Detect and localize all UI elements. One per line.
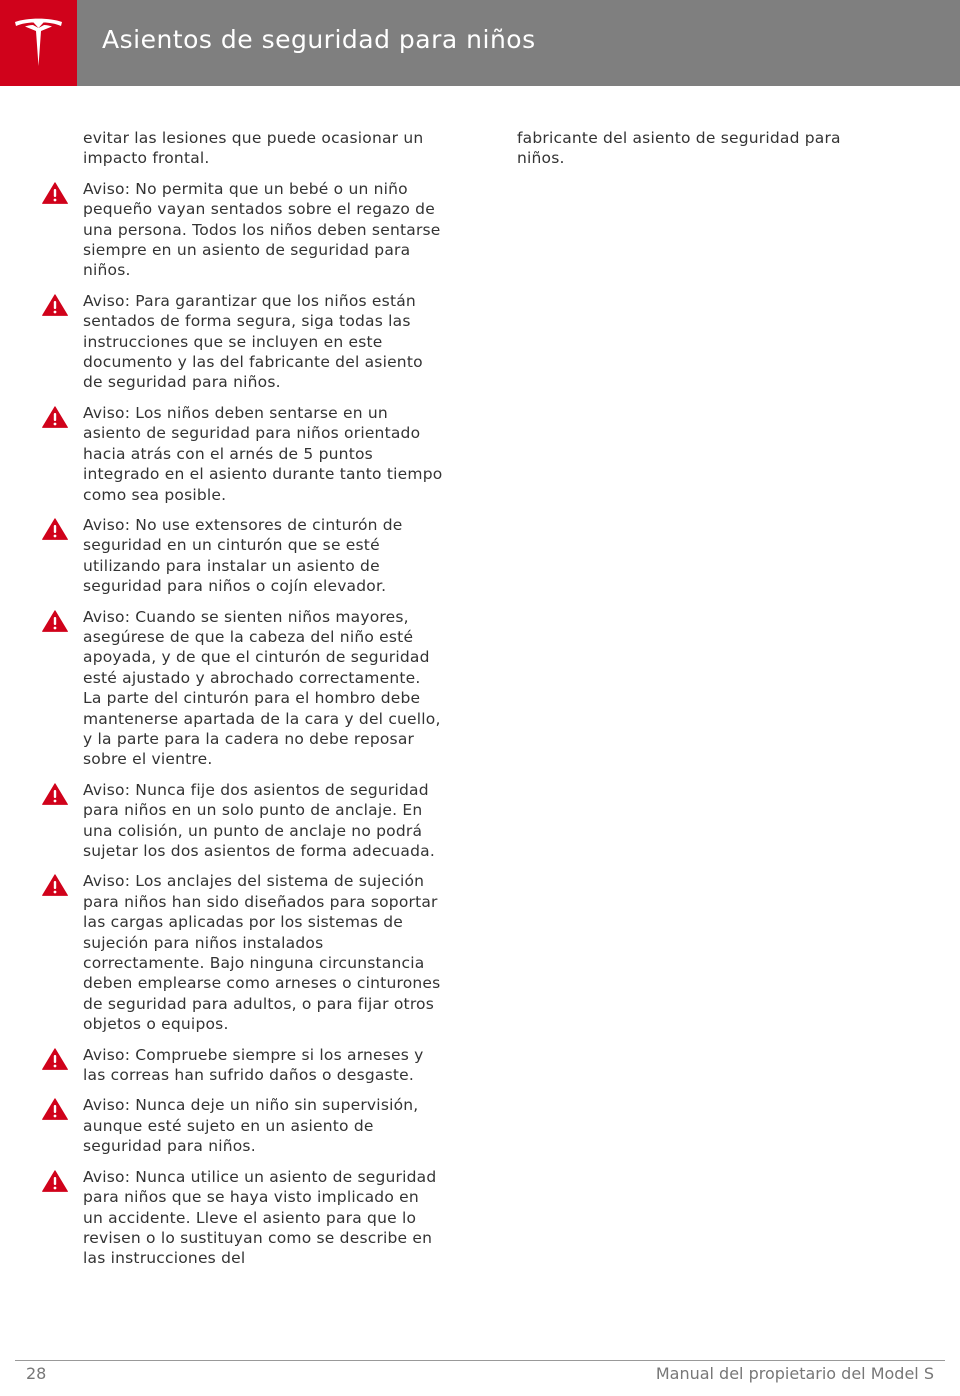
warning-triangle-icon bbox=[42, 294, 68, 316]
warning-triangle-icon bbox=[42, 1170, 68, 1192]
warning-triangle-icon bbox=[42, 182, 68, 204]
page-title: Asientos de seguridad para niños bbox=[102, 25, 536, 54]
warning-text: Aviso: Los niños deben sentarse en un asiento de seguridad para niños orientado hacia atrás con el arnés de 5 puntos integrado en el asiento durante tanto tiempo como sea posible. bbox=[83, 403, 443, 504]
warning-triangle-icon bbox=[42, 1098, 68, 1120]
warning-item bbox=[83, 1045, 443, 1086]
page-header bbox=[0, 0, 960, 86]
warning-text: Aviso: Cuando se sienten niños mayores, asegúrese de que la cabeza del niño esté apoyada, y de que el cinturón de seguridad esté ajustado y abrochado correctamente. La parte del cinturón para el hombro debe mantenerse apartada de la cara y del cuello, y la parte para la cadera no debe reposar sobre el vientre. bbox=[83, 607, 441, 769]
warning-text: Aviso: Nunca utilice un asiento de seguridad para niños que se haya visto implicado en un accidente. Lleve el asiento para que lo revisen o lo sustituyan como se describe en las instrucciones del bbox=[83, 1167, 437, 1268]
right-column bbox=[517, 128, 887, 179]
warning-triangle-icon bbox=[42, 406, 68, 428]
warning-item bbox=[83, 179, 443, 281]
warning-item bbox=[83, 403, 443, 505]
warning-text: Aviso: Nunca deje un niño sin supervisión, aunque esté sujeto en un asiento de seguridad para niños. bbox=[83, 1096, 419, 1156]
intro-paragraph: evitar las lesiones que puede ocasionar un impacto frontal. bbox=[83, 129, 424, 168]
warning-text: Aviso: Los anclajes del sistema de sujeción para niños han sido diseñados para soportar las cargas aplicadas por los sistemas de sujeción para niños instalados correctamente. Bajo ninguna circunstancia deben emplearse como arneses o cinturones de seguridad para adultos, o para fijar otros objetos o equipos. bbox=[83, 872, 441, 1034]
warning-item bbox=[83, 1095, 443, 1156]
brand-logo bbox=[0, 0, 77, 86]
warning-text: Aviso: Compruebe siempre si los arneses y las correas han sufrido daños o desgaste. bbox=[83, 1045, 424, 1085]
manual-name: Manual del propietario del Model S bbox=[655, 1364, 934, 1383]
warning-text: Aviso: No use extensores de cinturón de seguridad en un cinturón que se esté utilizando para instalar un asiento de seguridad para niños o cojín elevador. bbox=[83, 515, 403, 596]
warning-item bbox=[83, 607, 443, 770]
warning-triangle-icon bbox=[42, 874, 68, 896]
footer-divider bbox=[15, 1360, 945, 1361]
warning-triangle-icon bbox=[42, 1048, 68, 1070]
warning-text: Aviso: No permita que un bebé o un niño pequeño vayan sentados sobre el regazo de una persona. Todos los niños deben sentarse siempre en un asiento de seguridad para niños. bbox=[83, 179, 441, 280]
warning-triangle-icon bbox=[42, 610, 68, 632]
warning-item bbox=[83, 780, 443, 862]
warning-item bbox=[83, 515, 443, 597]
warning-item bbox=[83, 291, 443, 393]
warning-triangle-icon bbox=[42, 783, 68, 805]
tesla-logo-icon bbox=[13, 16, 64, 70]
page-number: 28 bbox=[26, 1364, 47, 1383]
continuation-paragraph: fabricante del asiento de seguridad para niños. bbox=[517, 129, 841, 168]
left-column bbox=[83, 128, 443, 1279]
warning-item bbox=[83, 871, 443, 1034]
warning-text: Aviso: Nunca fije dos asientos de seguridad para niños en un solo punto de anclaje. En una colisión, un punto de anclaje no podrá sujetar los dos asientos de forma adecuada. bbox=[83, 780, 435, 860]
warning-triangle-icon bbox=[42, 518, 68, 540]
warning-item bbox=[83, 1167, 443, 1269]
warning-text: Aviso: Para garantizar que los niños están sentados de forma segura, siga todas las instrucciones que se incluyen en este documento y las del fabricante del asiento de seguridad para niños. bbox=[83, 291, 423, 392]
warning-list bbox=[83, 179, 443, 1269]
